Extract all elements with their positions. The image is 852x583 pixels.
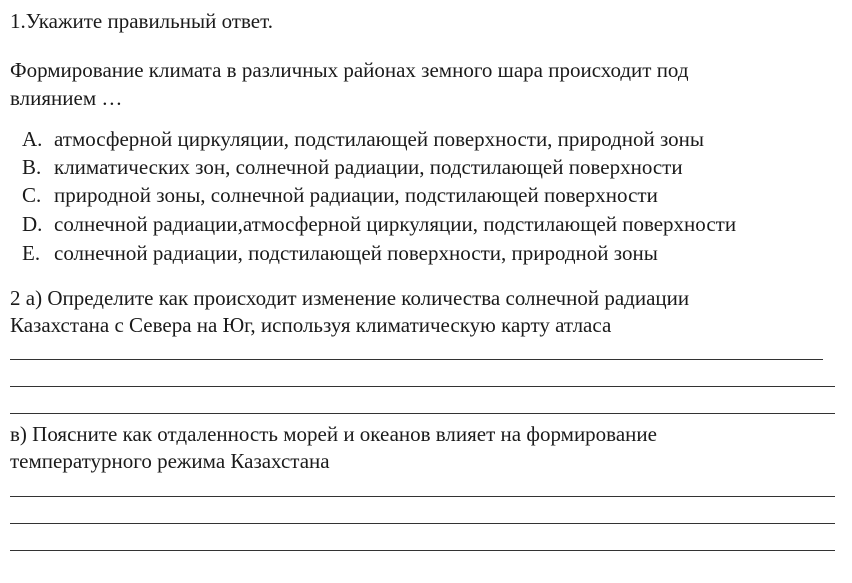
option-d (22, 211, 736, 238)
option-b-letter: B. (22, 155, 42, 179)
option-d-letter: D. (22, 212, 43, 236)
question-1-stem-line-1: Формирование климата в различных районах земного шара происходит под (10, 58, 689, 82)
answer-line-2b-3[interactable] (10, 550, 835, 551)
option-e (22, 240, 658, 267)
option-e-letter: E. (22, 241, 41, 265)
answer-line-2b-2[interactable] (10, 523, 835, 524)
option-b-text: климатических зон, солнечной радиации, подстилающей поверхности (54, 155, 683, 179)
question-2a-line-1: 2 а) Определите как происходит изменение количества солнечной радиации (10, 286, 690, 310)
option-a (22, 126, 704, 153)
question-2a-line-2: Казахстана с Севера на Юг, используя климатическую карту атласа (10, 313, 612, 337)
option-a-letter: A. (22, 127, 43, 151)
option-e-text: солнечной радиации, подстилающей поверхности, природной зоны (54, 241, 658, 265)
question-1-title: 1.Укажите правильный ответ. (10, 9, 273, 33)
question-2b-line-1: в) Поясните как отдаленность морей и океанов влияет на формирование (10, 422, 657, 446)
answer-line-2a-1[interactable] (10, 359, 823, 360)
option-c-letter: C. (22, 183, 42, 207)
answer-line-2b-1[interactable] (10, 496, 835, 497)
question-2b-line-2: температурного режима Казахстана (10, 449, 330, 473)
option-c (22, 182, 658, 209)
option-b (22, 154, 683, 181)
question-1-stem-line-2: влиянием … (10, 86, 123, 110)
option-d-text: солнечной радиации,атмосферной циркуляции, подстилающей поверхности (54, 212, 737, 236)
option-c-text: природной зоны, солнечной радиации, подстилающей поверхности (54, 183, 658, 207)
answer-line-2a-2[interactable] (10, 386, 835, 387)
option-a-text: атмосферной циркуляции, подстилающей поверхности, природной зоны (54, 127, 704, 151)
answer-line-2a-3[interactable] (10, 413, 835, 414)
